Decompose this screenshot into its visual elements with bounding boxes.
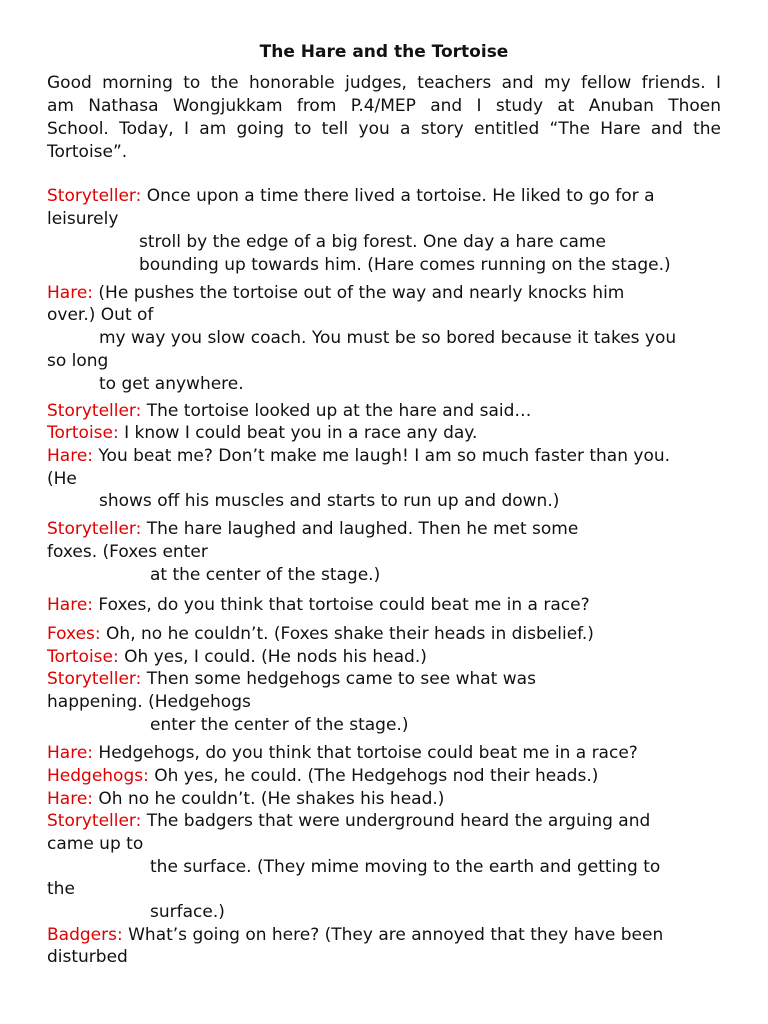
speaker-label: Tortoise: bbox=[47, 647, 119, 667]
dialogue-line: over.) Out of bbox=[47, 305, 154, 325]
dialogue-text: The badgers that were underground heard the arguing and bbox=[141, 811, 651, 831]
dialogue-line: at the center of the stage.) bbox=[150, 565, 381, 585]
speaker-label: Hare: bbox=[47, 446, 94, 466]
dialogue-text: You beat me? Don’t make me laugh! I am so much faster than you. bbox=[93, 446, 671, 466]
dialogue-line bbox=[47, 766, 598, 786]
dialogue-text: Foxes, do you think that tortoise could beat me in a race? bbox=[93, 595, 590, 615]
speaker-label: Storyteller: bbox=[47, 669, 142, 689]
intro-line: School. Today, I am going to tell you a story entitled “The Hare and the bbox=[47, 119, 721, 139]
dialogue-line: so long bbox=[47, 351, 109, 371]
dialogue-line bbox=[47, 186, 654, 206]
dialogue-line: enter the center of the stage.) bbox=[150, 715, 409, 735]
dialogue-text: Oh, no he couldn’t. (Foxes shake their heads in disbelief.) bbox=[100, 624, 594, 644]
speaker-label: Hare: bbox=[47, 283, 94, 303]
intro-line: Good morning to the honorable judges, teachers and my fellow friends. I bbox=[47, 73, 721, 93]
dialogue-line bbox=[47, 401, 531, 421]
dialogue-line bbox=[47, 811, 650, 831]
dialogue-text: I know I could beat you in a race any day. bbox=[118, 423, 478, 443]
dialogue-text: (He pushes the tortoise out of the way and nearly knocks him bbox=[93, 283, 625, 303]
dialogue-line: (He bbox=[47, 469, 77, 489]
dialogue-line: disturbed bbox=[47, 947, 128, 967]
dialogue-line: my way you slow coach. You must be so bored because it takes you bbox=[99, 328, 677, 348]
speaker-label: Storyteller: bbox=[47, 186, 142, 206]
dialogue-line bbox=[47, 624, 594, 644]
dialogue-text: The tortoise looked up at the hare and said… bbox=[141, 401, 532, 421]
speaker-label: Storyteller: bbox=[47, 811, 142, 831]
dialogue-line: surface.) bbox=[150, 902, 225, 922]
speaker-label: Storyteller: bbox=[47, 401, 142, 421]
dialogue-line bbox=[47, 519, 578, 539]
document-title: The Hare and the Tortoise bbox=[259, 42, 509, 62]
dialogue-line bbox=[47, 283, 624, 303]
speaker-label: Tortoise: bbox=[47, 423, 119, 443]
dialogue-line bbox=[47, 669, 536, 689]
dialogue-line: bounding up towards him. (Hare comes running on the stage.) bbox=[139, 255, 671, 275]
speaker-label: Hare: bbox=[47, 789, 94, 809]
dialogue-line: the surface. (They mime moving to the earth and getting to bbox=[150, 857, 661, 877]
dialogue-line bbox=[47, 743, 638, 763]
speaker-label: Hedgehogs: bbox=[47, 766, 149, 786]
speaker-label: Storyteller: bbox=[47, 519, 142, 539]
dialogue-line: to get anywhere. bbox=[99, 374, 244, 394]
dialogue-line bbox=[47, 789, 444, 809]
dialogue-line bbox=[47, 925, 663, 945]
speaker-label: Hare: bbox=[47, 595, 94, 615]
dialogue-line bbox=[47, 446, 670, 466]
dialogue-line: leisurely bbox=[47, 209, 119, 229]
dialogue-line: foxes. (Foxes enter bbox=[47, 542, 208, 562]
dialogue-text: Oh yes, he could. (The Hedgehogs nod their heads.) bbox=[148, 766, 599, 786]
dialogue-text: Hedgehogs, do you think that tortoise could beat me in a race? bbox=[93, 743, 638, 763]
speaker-label: Badgers: bbox=[47, 925, 123, 945]
dialogue-text: The hare laughed and laughed. Then he met some bbox=[141, 519, 579, 539]
dialogue-text: Oh yes, I could. (He nods his head.) bbox=[118, 647, 427, 667]
dialogue-line: shows off his muscles and starts to run up and down.) bbox=[99, 491, 560, 511]
speaker-label: Hare: bbox=[47, 743, 94, 763]
dialogue-line bbox=[47, 595, 590, 615]
dialogue-line bbox=[47, 423, 477, 443]
dialogue-line: came up to bbox=[47, 834, 144, 854]
dialogue-line: the bbox=[47, 879, 75, 899]
dialogue-text: What’s going on here? (They are annoyed that they have been bbox=[122, 925, 664, 945]
dialogue-text: Oh no he couldn’t. (He shakes his head.) bbox=[93, 789, 445, 809]
speaker-label: Foxes: bbox=[47, 624, 101, 644]
intro-line: am Nathasa Wongjukkam from P.4/MEP and I study at Anuban Thoen bbox=[47, 96, 721, 116]
dialogue-line: happening. (Hedgehogs bbox=[47, 692, 251, 712]
dialogue-line: stroll by the edge of a big forest. One day a hare came bbox=[139, 232, 606, 252]
dialogue-text: Once upon a time there lived a tortoise. He liked to go for a bbox=[141, 186, 655, 206]
dialogue-line bbox=[47, 647, 427, 667]
dialogue-text: Then some hedgehogs came to see what was bbox=[141, 669, 536, 689]
intro-line: Tortoise”. bbox=[47, 142, 128, 162]
